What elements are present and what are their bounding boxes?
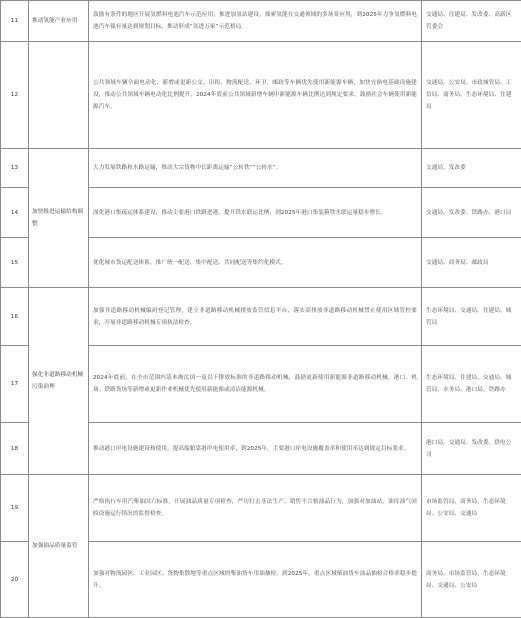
department-cell: 港口局、交通局、发改委、供电公司 [422,423,521,475]
department-cell: 市场监管局、商务局、生态环境局、公安局、交通局 [422,475,521,542]
department-cell: 交通局、发改委、铁路办、港口局 [422,188,521,238]
content-cell: 严格执行车用汽柴油国六标准，开展油品质量专项检查，严厉打击非法生产、销售不合格油品行为，加强对加油站、油库油气回收设施运行情况的监督检查。 [89,475,422,542]
content-cell: 加强对物流园区、工业园区、货物集散地等重点区域的柴油货车用油抽检，到2025年，重点区域柴油货车油品抽检合格率稳步提升。 [89,542,422,618]
category-cell [29,42,89,149]
department-cell: 交通局、公安局、市政城管局、工信局、商务局、生态环境局、住建局 [422,42,521,149]
category-cell: 加快推进运输结构调整 [29,149,89,288]
department-cell: 交通局、发改委 [422,149,521,188]
category-cell: 推动氢能产业应用 [29,1,89,42]
department-cell: 交通局、住建局、发改委、高新区管委会 [422,1,521,42]
row-number: 16 [1,288,29,346]
row-number: 11 [1,1,29,42]
table-row [1,475,521,542]
department-cell: 生态环境局、交通局、住建局、城管局 [422,288,521,346]
row-number: 15 [1,238,29,288]
department-cell: 生态环境局、住建局、交通局、城管局、水务局、港口局、铁路办 [422,346,521,423]
department-cell: 商务局、市场监管局、生态环境局、交通局、公安局 [422,542,521,618]
row-number: 12 [1,42,29,149]
content-cell: 加强非道路移动机械编码登记管理，建立非道路移动机械排放监管信息平台，落实高排放非道路移动机械禁止使用区域管控要求，开展非道路移动机械专项执法检查。 [89,288,422,346]
row-number: 13 [1,149,29,188]
row-number: 14 [1,188,29,238]
row-number: 20 [1,542,29,618]
row-number: 18 [1,423,29,475]
row-number: 17 [1,346,29,423]
content-cell: 推动港口岸电设施建设和使用，提高船舶靠港岸电使用率，到2025年，主要港口岸电设施覆盖率和使用率达到规定目标要求。 [89,423,422,475]
category-cell: 加强油品质量监管 [29,475,89,618]
content-cell: 深化港口集疏运体系建设，推动主要港口铁路进港，提升铁水联运比例，到2025年港口集装箱铁水联运量稳步增长。 [89,188,422,238]
category-cell: 强化非道路移动机械污染治理 [29,288,89,475]
content-cell: 鼓励有条件的地区开展氢燃料电池汽车示范应用，推进加氢站建设，探索氢能在交通领域的多场景应用，到2025年力争氢燃料电池汽车保有量达到规划目标，推动形成“氢进万家”示范格局。 [89,1,422,42]
table-row [1,42,521,149]
row-number: 19 [1,475,29,542]
content-cell: 公共领域车辆全面电动化，新增或更新公交、出租、物流配送、环卫、邮政等车辆优先使用新能源车辆，加快充换电基础设施建设，推动公共领域车辆电动化比例提升，2024年底前公共领域新增车辆中新能源车辆比例达到规定要求，鼓励社会车辆使用新能源汽车。 [89,42,422,149]
department-cell: 交通局、商务局、邮政局 [422,238,521,288]
content-cell: 优化城市货运配送体系，推广统一配送、集中配送、共同配送等集约化模式。 [89,238,422,288]
content-cell: 2024年底前，在全市范围内基本淘汰国一及以下排放标准的非道路移动机械，鼓励更新使用新能源非道路移动机械，港口、机场、铁路货场等新增或更新作业机械优先使用新能源或清洁能源机械。 [89,346,422,423]
table-row [1,1,521,42]
table-row [1,288,521,346]
table-row [1,149,521,188]
content-cell: 大力发展铁路和水路运输，推动大宗货物中长距离运输“公转铁”“公转水”。 [89,149,422,188]
